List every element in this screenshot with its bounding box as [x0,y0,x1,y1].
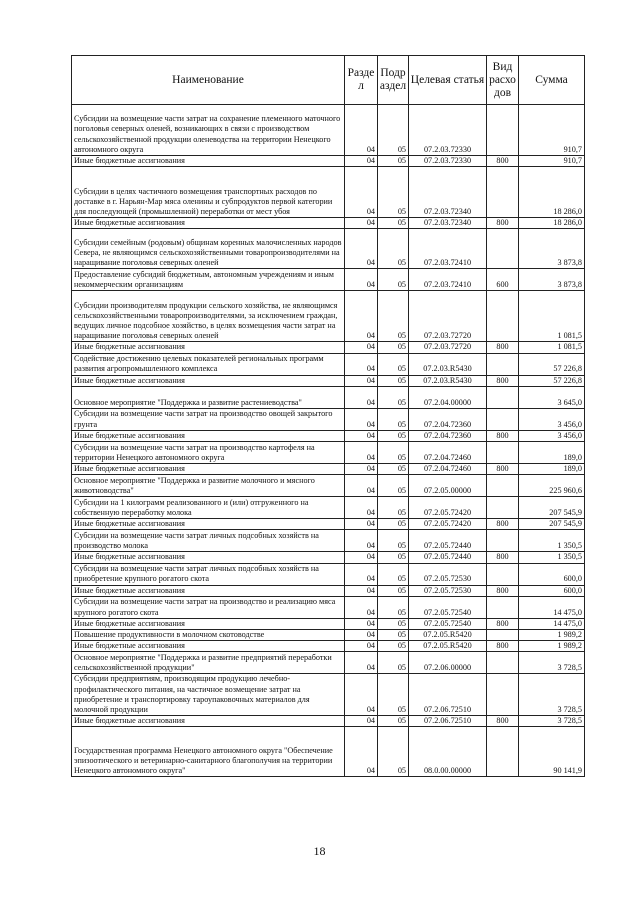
cell-name: Иные бюджетные ассигнования [72,519,345,530]
cell-razdel: 04 [345,105,378,156]
cell-razdel: 04 [345,727,378,777]
table-row [72,353,585,375]
cell-name: Иные бюджетные ассигнования [72,464,345,475]
cell-razdel: 04 [345,641,378,652]
cell-name: Субсидии семейным (родовым) общинам коренных малочисленных народов Севера, не являющимся сельскохозяйственными товаропроизводителями на наращивание поголовья северных оленей [72,229,345,269]
cell-celevaya: 07.2.03.72330 [409,156,487,167]
page-number: 18 [313,844,326,858]
table-row [72,229,585,269]
cell-vid [487,530,519,552]
cell-name: Иные бюджетные ассигнования [72,716,345,727]
cell-podrazdel: 05 [378,342,409,353]
cell-vid: 800 [487,464,519,475]
cell-razdel: 04 [345,674,378,716]
cell-vid: 600 [487,269,519,291]
cell-celevaya: 07.2.03.72330 [409,105,487,156]
cell-celevaya: 07.2.05.00000 [409,475,487,497]
header-summa: Сумма [519,56,585,105]
cell-name: Субсидии на возмещение части затрат на производство овощей закрытого грунта [72,408,345,430]
cell-name: Субсидии в целях частичного возмещения транспортных расходов по доставке в г. Нарьян-Мар мяса оленины и субпродуктов первой категории для последующей (промышленной) переработки от мест убоя [72,167,345,218]
cell-summa: 207 545,9 [519,519,585,530]
cell-vid [487,408,519,430]
cell-name: Субсидии предприятиям, производящим продукцию лечебно-профилактического питания, на частичное возмещение затрат на приобретение и транспортировку тароупаковочных материалов для молочной продукции [72,674,345,716]
cell-podrazdel: 05 [378,596,409,618]
cell-summa: 1 350,5 [519,530,585,552]
cell-name: Основное мероприятие "Поддержка и развитие предприятий переработки сельскохозяйственной продукции" [72,652,345,674]
cell-name: Субсидии на возмещение части затрат личных подсобных хозяйств на производство молока [72,530,345,552]
cell-podrazdel: 05 [378,630,409,641]
cell-name: Иные бюджетные ассигнования [72,375,345,386]
cell-name: Предоставление субсидий бюджетным, автономным учреждениям и иным некоммерческим организациям [72,269,345,291]
cell-vid: 800 [487,552,519,563]
cell-podrazdel: 05 [378,674,409,716]
table-row [72,519,585,530]
cell-name: Иные бюджетные ассигнования [72,552,345,563]
cell-celevaya: 07.2.06.72510 [409,674,487,716]
cell-name: Субсидии на 1 килограмм реализованного и (или) отгруженного на собственную переработку молока [72,497,345,519]
cell-summa: 18 286,0 [519,167,585,218]
cell-podrazdel: 05 [378,269,409,291]
cell-celevaya: 07.2.05.72540 [409,618,487,629]
cell-razdel: 04 [345,291,378,342]
cell-summa: 57 226,8 [519,353,585,375]
cell-name: Основное мероприятие "Поддержка и развитие молочного и мясного животноводства" [72,475,345,497]
cell-summa: 3 728,5 [519,674,585,716]
cell-podrazdel: 05 [378,408,409,430]
cell-vid [487,652,519,674]
cell-razdel: 04 [345,442,378,464]
table-row [72,464,585,475]
cell-summa: 189,0 [519,442,585,464]
table-row [72,585,585,596]
cell-name: Иные бюджетные ассигнования [72,218,345,229]
table-row [72,641,585,652]
budget-table [71,55,585,777]
cell-celevaya: 07.2.06.72510 [409,716,487,727]
cell-name: Государственная программа Ненецкого автономного округа "Обеспечение эпизоотического и ветеринарно-санитарного благополучия на территории Ненецкого автономного округа" [72,727,345,777]
cell-name: Иные бюджетные ассигнования [72,156,345,167]
cell-vid: 800 [487,430,519,441]
cell-celevaya: 08.0.00.00000 [409,727,487,777]
cell-vid: 800 [487,375,519,386]
cell-podrazdel: 05 [378,218,409,229]
cell-razdel: 04 [345,497,378,519]
cell-name: Субсидии производителям продукции сельского хозяйства, не являющимся сельскохозяйственными товаропроизводителями, за исключением граждан, ведущих личное подсобное хозяйство, в целях возмещения части затрат на наращивание поголовья северных оленей [72,291,345,342]
cell-summa: 3 728,5 [519,716,585,727]
cell-vid [487,727,519,777]
cell-razdel: 04 [345,229,378,269]
cell-podrazdel: 05 [378,652,409,674]
cell-celevaya: 07.2.04.00000 [409,386,487,408]
cell-summa: 189,0 [519,464,585,475]
cell-celevaya: 07.2.03.72410 [409,229,487,269]
cell-name: Повышение продуктивности в молочном скотоводстве [72,630,345,641]
cell-vid: 800 [487,156,519,167]
header-razdel: Разде л [345,56,378,105]
cell-celevaya: 07.2.05.R5420 [409,630,487,641]
cell-razdel: 04 [345,386,378,408]
cell-celevaya: 07.2.03.72340 [409,218,487,229]
cell-vid: 800 [487,342,519,353]
table-row [72,105,585,156]
cell-celevaya: 07.2.03.72720 [409,342,487,353]
cell-vid [487,386,519,408]
cell-name: Иные бюджетные ассигнования [72,585,345,596]
cell-name: Содействие достижению целевых показателей региональных программ развития агропромышленного комплекса [72,353,345,375]
cell-summa: 1 350,5 [519,552,585,563]
cell-podrazdel: 05 [378,105,409,156]
cell-razdel: 04 [345,342,378,353]
cell-podrazdel: 05 [378,585,409,596]
cell-podrazdel: 05 [378,167,409,218]
cell-name: Субсидии на возмещение части затрат на производство картофеля на территории Ненецкого автономного округа [72,442,345,464]
cell-podrazdel: 05 [378,563,409,585]
cell-summa: 3 456,0 [519,408,585,430]
cell-podrazdel: 05 [378,727,409,777]
cell-vid: 800 [487,519,519,530]
cell-razdel: 04 [345,630,378,641]
cell-podrazdel: 05 [378,229,409,269]
cell-name: Основное мероприятие "Поддержка и развитие растениеводства" [72,386,345,408]
cell-summa: 1 081,5 [519,342,585,353]
cell-celevaya: 07.2.03.72410 [409,269,487,291]
table-row [72,167,585,218]
cell-summa: 207 545,9 [519,497,585,519]
table-header-row [72,56,585,105]
cell-podrazdel: 05 [378,442,409,464]
table-row [72,156,585,167]
cell-vid [487,105,519,156]
cell-celevaya: 07.2.03.R5430 [409,353,487,375]
cell-razdel: 04 [345,519,378,530]
table-row [72,618,585,629]
table-row [72,442,585,464]
cell-summa: 14 475,0 [519,596,585,618]
cell-razdel: 04 [345,716,378,727]
cell-razdel: 04 [345,464,378,475]
cell-celevaya: 07.2.05.72530 [409,563,487,585]
table-body [72,105,585,777]
header-celevaya: Целевая статья [409,56,487,105]
cell-podrazdel: 05 [378,156,409,167]
cell-celevaya: 07.2.05.R5420 [409,641,487,652]
cell-summa: 1 081,5 [519,291,585,342]
cell-vid: 800 [487,618,519,629]
cell-podrazdel: 05 [378,552,409,563]
cell-podrazdel: 05 [378,464,409,475]
cell-razdel: 04 [345,652,378,674]
cell-celevaya: 07.2.05.72420 [409,497,487,519]
cell-summa: 18 286,0 [519,218,585,229]
cell-name: Субсидии на возмещение части затрат на сохранение племенного маточного поголовья северных оленей, возникающих в связи с производством сельскохозяйственной продукции оленеводства на территории Ненецкого автономного округа [72,105,345,156]
cell-summa: 14 475,0 [519,618,585,629]
cell-celevaya: 07.2.04.72460 [409,464,487,475]
cell-podrazdel: 05 [378,386,409,408]
cell-razdel: 04 [345,408,378,430]
cell-name: Иные бюджетные ассигнования [72,641,345,652]
cell-podrazdel: 05 [378,716,409,727]
cell-vid [487,229,519,269]
cell-razdel: 04 [345,552,378,563]
cell-name: Субсидии на возмещение части затрат личных подсобных хозяйств на приобретение крупного рогатого скота [72,563,345,585]
table-row [72,727,585,777]
cell-razdel: 04 [345,167,378,218]
cell-name: Иные бюджетные ассигнования [72,618,345,629]
cell-razdel: 04 [345,475,378,497]
cell-name: Иные бюджетные ассигнования [72,342,345,353]
cell-celevaya: 07.2.05.72420 [409,519,487,530]
cell-vid [487,674,519,716]
cell-vid [487,563,519,585]
table-row [72,475,585,497]
cell-celevaya: 07.2.05.72440 [409,552,487,563]
table-row [72,291,585,342]
cell-summa: 600,0 [519,585,585,596]
table-row [72,342,585,353]
cell-celevaya: 07.2.04.72460 [409,442,487,464]
table-row [72,652,585,674]
cell-razdel: 04 [345,430,378,441]
cell-summa: 910,7 [519,105,585,156]
cell-podrazdel: 05 [378,497,409,519]
cell-celevaya: 07.2.03.72720 [409,291,487,342]
table-row [72,269,585,291]
cell-vid: 800 [487,716,519,727]
cell-summa: 3 645,0 [519,386,585,408]
table-row [72,630,585,641]
header-podrazdel: Подр аздел [378,56,409,105]
table-row [72,674,585,716]
cell-razdel: 04 [345,218,378,229]
header-vid: Вид расхо дов [487,56,519,105]
table-row [72,530,585,552]
table-row [72,430,585,441]
cell-razdel: 04 [345,375,378,386]
cell-summa: 1 989,2 [519,641,585,652]
cell-celevaya: 07.2.05.72540 [409,596,487,618]
cell-summa: 910,7 [519,156,585,167]
cell-celevaya: 07.2.03.72340 [409,167,487,218]
cell-podrazdel: 05 [378,375,409,386]
cell-vid [487,442,519,464]
cell-vid [487,497,519,519]
cell-razdel: 04 [345,269,378,291]
cell-name: Субсидии на возмещение части затрат на производство и реализацию мяса крупного рогатого скота [72,596,345,618]
table-row [72,408,585,430]
cell-vid [487,596,519,618]
cell-summa: 225 960,6 [519,475,585,497]
table-row [72,552,585,563]
table-row [72,716,585,727]
cell-vid [487,291,519,342]
cell-vid [487,630,519,641]
table-row [72,386,585,408]
table-row [72,375,585,386]
header-name: Наименование [72,56,345,105]
cell-razdel: 04 [345,530,378,552]
cell-vid: 800 [487,641,519,652]
cell-razdel: 04 [345,596,378,618]
table-row [72,218,585,229]
cell-celevaya: 07.2.04.72360 [409,408,487,430]
cell-podrazdel: 05 [378,530,409,552]
cell-podrazdel: 05 [378,353,409,375]
cell-razdel: 04 [345,618,378,629]
cell-vid [487,475,519,497]
cell-summa: 3 873,8 [519,269,585,291]
cell-podrazdel: 05 [378,618,409,629]
cell-summa: 3 728,5 [519,652,585,674]
cell-summa: 90 141,9 [519,727,585,777]
cell-name: Иные бюджетные ассигнования [72,430,345,441]
cell-summa: 57 226,8 [519,375,585,386]
cell-vid: 800 [487,585,519,596]
cell-summa: 3 873,8 [519,229,585,269]
cell-podrazdel: 05 [378,475,409,497]
cell-podrazdel: 05 [378,430,409,441]
cell-podrazdel: 05 [378,291,409,342]
cell-summa: 600,0 [519,563,585,585]
cell-celevaya: 07.2.05.72530 [409,585,487,596]
cell-razdel: 04 [345,353,378,375]
cell-podrazdel: 05 [378,519,409,530]
cell-summa: 1 989,2 [519,630,585,641]
table-row [72,563,585,585]
cell-celevaya: 07.2.03.R5430 [409,375,487,386]
cell-summa: 3 456,0 [519,430,585,441]
table-row [72,497,585,519]
cell-razdel: 04 [345,563,378,585]
cell-podrazdel: 05 [378,641,409,652]
cell-celevaya: 07.2.05.72440 [409,530,487,552]
cell-celevaya: 07.2.04.72360 [409,430,487,441]
cell-vid [487,167,519,218]
cell-razdel: 04 [345,585,378,596]
cell-vid [487,353,519,375]
table-row [72,596,585,618]
cell-celevaya: 07.2.06.00000 [409,652,487,674]
cell-razdel: 04 [345,156,378,167]
cell-vid: 800 [487,218,519,229]
